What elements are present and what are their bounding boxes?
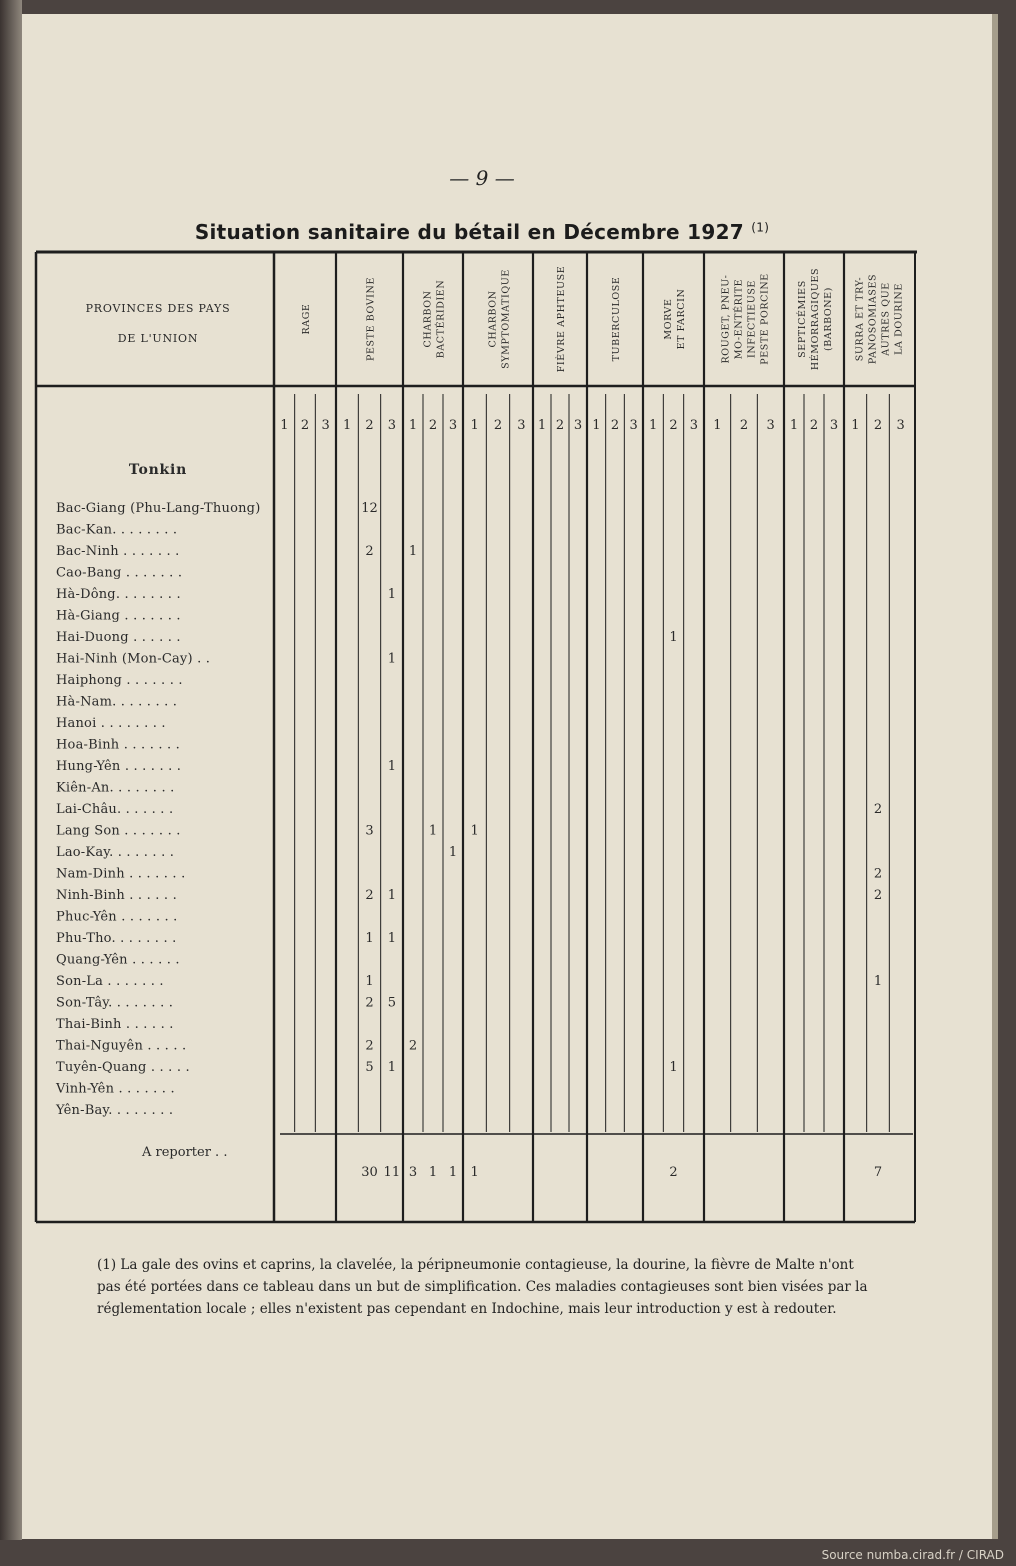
disease-header-label: SURRA ET TRY- [854, 276, 866, 362]
disease-header-label: LA DOURINE [893, 283, 905, 355]
cell-value: 1 [365, 974, 374, 989]
title-text: Situation sanitaire du bétail en Décembre 1927 [194, 220, 745, 244]
province-name: Hà-Giang . . . . . . . [56, 608, 181, 624]
province-name: Haiphong . . . . . . . [56, 673, 183, 688]
sub-column-number: 3 [766, 418, 775, 433]
sub-column-number: 1 [537, 418, 547, 433]
province-name: Vinh-Yên . . . . . . . [56, 1081, 175, 1097]
cell-value: 3 [365, 823, 374, 839]
disease-header-label: PESTE BOVINE [365, 277, 377, 361]
disease-header-label: INFECTIEUSE [746, 280, 758, 358]
province-name: Bac-Ninh . . . . . . . [56, 544, 180, 559]
sub-column-number: 3 [387, 418, 396, 433]
report-total: 1 [448, 1165, 458, 1180]
cell-value: 1 [387, 759, 396, 774]
sub-column-number: 1 [408, 418, 418, 433]
province-name: Tuyên-Quang . . . . . [56, 1060, 190, 1075]
province-header-line-1: PROVINCES DES PAYS [85, 302, 231, 315]
cell-value: 1 [873, 974, 883, 989]
disease-header-label: MO-ENTÉRITE [733, 278, 745, 360]
cell-value: 1 [428, 823, 438, 839]
province-name: Nam-Dinh . . . . . . . [56, 866, 186, 882]
cell-value: 1 [669, 630, 678, 645]
disease-header-label: PANOSOMIASES [867, 273, 879, 365]
province-name: Thai-Binh . . . . . . [56, 1017, 174, 1032]
cell-value: 1 [669, 1060, 678, 1075]
cell-value: 1 [387, 888, 396, 903]
sub-column-number: 3 [629, 418, 638, 433]
province-name: Hung-Yên . . . . . . . [56, 759, 182, 774]
cell-value: 2 [365, 1038, 374, 1054]
disease-header-label: AUTRES QUE [880, 282, 892, 356]
sub-column-number: 1 [592, 418, 601, 433]
page-number: — 9 — [449, 166, 515, 190]
sub-column-number: 1 [343, 418, 352, 433]
cell-value: 1 [470, 823, 479, 839]
province-name: Cao-Bang . . . . . . . [56, 565, 183, 581]
disease-header-label: BACTÉRIDIEN [435, 279, 447, 359]
report-label: A reporter . . [142, 1145, 228, 1160]
cell-value: 1 [387, 651, 396, 667]
disease-header-label: CHARBON [487, 290, 499, 348]
report-total: 2 [669, 1165, 678, 1180]
province-name: Hai-Ninh (Mon-Cay) . . [56, 651, 211, 667]
cell-value: 2 [365, 888, 374, 903]
disease-header-label: FIÈVRE APHTEUSE [556, 265, 567, 373]
footnote-line-3: réglementation locale ; elles n'existent pas cependant en Indochine, mais leur introduction y est à redouter. [97, 1301, 837, 1317]
province-name: Phu-Tho. . . . . . . . [56, 931, 177, 946]
cell-value: 2 [408, 1038, 418, 1054]
sub-column-number: 2 [610, 418, 620, 433]
province-name: Hai-Duong . . . . . . [56, 630, 181, 645]
report-total: 1 [428, 1165, 438, 1180]
document-page [22, 14, 998, 1539]
footnote-line-2: pas été portées dans ce tableau dans un but de simplification. Ces maladies contagieuses sont bien visées par la [97, 1279, 868, 1295]
sub-column-number: 2 [809, 418, 819, 433]
sanitary-table [22, 14, 992, 1244]
disease-header-label: (BARBONE) [823, 286, 834, 352]
report-total: 1 [470, 1165, 479, 1180]
disease-header-label: ROUGET, PNEU- [720, 274, 732, 364]
province-header-line-2: DE L'UNION [117, 332, 199, 345]
disease-header-label: PESTE PORCINE [759, 273, 771, 365]
province-name: Son-Tây. . . . . . . . [56, 995, 174, 1011]
sub-column-number: 3 [448, 418, 458, 433]
cell-value: 2 [365, 544, 374, 559]
sub-column-number: 2 [555, 418, 565, 433]
cell-value: 12 [361, 501, 378, 516]
cell-value: 2 [873, 866, 883, 882]
sub-column-number: 2 [428, 418, 438, 433]
province-name: Bac-Giang (Phu-Lang-Thuong) [56, 501, 261, 516]
sub-column-number: 1 [713, 418, 722, 433]
province-name: Hà-Dông. . . . . . . . [56, 587, 181, 602]
sub-column-number: 1 [789, 418, 799, 433]
sub-column-number: 3 [689, 418, 698, 433]
report-total: 30 [361, 1165, 378, 1180]
cell-value: 2 [365, 995, 374, 1011]
cell-value: 5 [365, 1060, 374, 1075]
disease-header-label: MORVE [663, 298, 674, 340]
sub-column-number: 3 [896, 418, 905, 433]
sub-column-number: 2 [365, 418, 374, 433]
disease-header-label: HÉMORRAGIQUES [810, 267, 821, 371]
book-spine-edge [0, 0, 22, 1540]
cell-value: 2 [873, 888, 883, 903]
province-name: Son-La . . . . . . . [56, 974, 164, 989]
province-name: Thai-Nguyên . . . . . [56, 1038, 187, 1054]
province-name: Hoa-Binh . . . . . . . [56, 737, 181, 753]
province-name: Phuc-Yên . . . . . . . [56, 909, 178, 925]
sub-column-number: 3 [517, 418, 526, 433]
sub-column-number: 3 [829, 418, 839, 433]
cell-value: 5 [387, 995, 396, 1011]
cell-value: 1 [387, 587, 396, 602]
disease-header-label: SEPTICÉMIES [797, 280, 808, 358]
disease-header-label: ET FARCIN [676, 288, 687, 350]
disease-header-label: TUBERCULOSE [611, 276, 622, 362]
province-name: Lai-Châu. . . . . . . [56, 802, 174, 817]
disease-header-label: CHARBON [422, 290, 434, 348]
cell-value: 1 [387, 931, 396, 946]
disease-header-label: RAGE [301, 303, 312, 335]
cell-value: 2 [873, 802, 883, 817]
report-total: 11 [383, 1165, 401, 1180]
sub-column-number: 1 [280, 418, 289, 433]
disease-header-label: SYMPTOMATIQUE [500, 269, 512, 369]
title-footnote-ref: (1) [751, 220, 770, 235]
source-credit: Source numba.cirad.fr / CIRAD [821, 1548, 1004, 1562]
region-heading: Tonkin [128, 462, 188, 478]
cell-value: 1 [408, 544, 418, 559]
sub-column-number: 1 [851, 418, 860, 433]
sub-column-number: 3 [573, 418, 583, 433]
province-name: Quang-Yên . . . . . . [56, 952, 180, 968]
sub-column-number: 2 [300, 418, 310, 433]
sub-column-number: 2 [669, 418, 678, 433]
cell-value: 1 [365, 931, 374, 946]
sub-column-number: 2 [873, 418, 883, 433]
cell-value: 1 [448, 845, 458, 860]
sub-column-number: 1 [470, 418, 479, 433]
province-name: Kiên-An. . . . . . . . [56, 780, 175, 796]
sub-column-number: 2 [739, 418, 749, 433]
sub-column-number: 1 [649, 418, 658, 433]
cell-value: 1 [387, 1060, 396, 1075]
province-name: Ninh-Binh . . . . . . [56, 888, 177, 903]
province-name: Lang Son . . . . . . . [56, 823, 181, 839]
province-name: Yên-Bay. . . . . . . . [56, 1103, 174, 1118]
province-name: Lao-Kay. . . . . . . . [56, 845, 175, 860]
sub-column-number: 2 [493, 418, 503, 433]
sub-column-number: 3 [321, 418, 330, 433]
report-total: 7 [873, 1165, 883, 1180]
province-name: Bac-Kan. . . . . . . . [56, 522, 178, 538]
province-name: Hà-Nam. . . . . . . . [56, 694, 178, 710]
province-name: Hanoi . . . . . . . . [56, 716, 166, 731]
footnote [97, 1254, 947, 1320]
footnote-line-1: (1) La gale des ovins et caprins, la clavelée, la péripneumonie contagieuse, la dourine, la fièvre de Malte n'ont [97, 1257, 854, 1273]
report-total: 3 [408, 1165, 418, 1180]
